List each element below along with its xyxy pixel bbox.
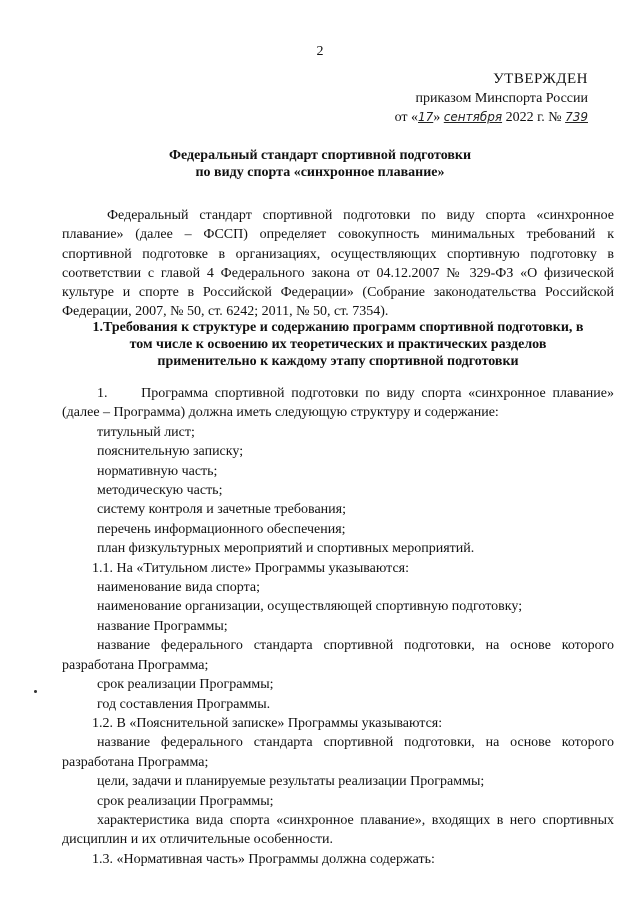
list-item: срок реализации Программы; (97, 793, 274, 809)
intro-paragraph: Федеральный стандарт спортивной подготовки по виду спорта «синхронное плавание» (далее – ФССП) определяет совокупность минимальных требований к спортивной подготовке в организациях, осуществляющих спортивную подготовку в соответствии с главой 4 Федерального закона от 04.12.2007 № 329-ФЗ «О физической культуре и спорте в Российской Федерации» (Собрание законодательства Российской Федерации, 2007, № 50, ст. 6242; 2011, № 50, ст. 7354). (62, 208, 614, 320)
list-item: наименование вида спорта; (97, 580, 260, 596)
section-title (62, 319, 614, 370)
list-item: название федерального стандарта спортивной подготовки, на основе которого разработана Программа; (62, 735, 614, 770)
list-item: перечень информационного обеспечения; (97, 521, 346, 537)
item-1 (62, 384, 614, 423)
item-1-2-heading: 1.2. В «Пояснительной записке» Программы указываются: (92, 715, 443, 731)
document-title (60, 147, 580, 181)
page-number: 2 (316, 44, 324, 59)
section-title-line1: 1.Требования к структуре и содержанию программ спортивной подготовки, в (92, 320, 584, 335)
list-item: название федерального стандарта спортивной подготовки, на основе которого разработана Программа; (62, 638, 614, 673)
list-item: название Программы; (97, 618, 228, 634)
approval-block (348, 70, 588, 127)
list-item: цели, задачи и планируемые результаты реализации Программы; (97, 774, 485, 790)
list-item: характеристика вида спорта «синхронное плавание», входящих в него спортивных дисциплин и их отличительные особенности. (62, 812, 614, 848)
approval-number: 739 (565, 110, 588, 124)
list-item: нормативную часть; (97, 463, 218, 479)
scan-speck (34, 690, 37, 693)
approval-from: от « (394, 110, 418, 125)
approval-quote: » (433, 110, 441, 125)
item-1-1-heading: 1.1. На «Титульном листе» Программы указываются: (92, 560, 409, 576)
list-item: план физкультурных мероприятий и спортивных мероприятий. (97, 541, 475, 557)
section-title-line2: том числе к освоению их теоретических и практических разделов (129, 337, 547, 352)
list-item: систему контроля и зачетные требования; (97, 502, 346, 518)
approval-order: приказом Минспорта России (415, 91, 588, 106)
list-item: титульный лист; (97, 424, 195, 440)
list-item: срок реализации Программы; (97, 677, 274, 693)
document-body (62, 384, 614, 869)
item-1-number: 1. (97, 386, 108, 401)
list-item: методическую часть; (97, 483, 223, 499)
list-item: пояснительную записку; (97, 444, 244, 460)
item-1-text: Программа спортивной подготовки по виду спорта «синхронное плавание» (далее – Программа) должна иметь следующую структуру и содержание: (62, 386, 614, 421)
approval-year: 2022 г. № (505, 110, 562, 125)
document-title-line2: по виду спорта «синхронное плавание» (195, 165, 445, 180)
approval-day: 17 (418, 110, 434, 124)
approval-date-line (348, 108, 588, 127)
document-title-line1: Федеральный стандарт спортивной подготовки (168, 148, 472, 163)
list-item: год составления Программы. (97, 696, 271, 712)
section-title-line3: применительно к каждому этапу спортивной подготовки (157, 354, 519, 369)
list-item: наименование организации, осуществляющей спортивную подготовку; (97, 599, 523, 615)
approval-month: сентября (443, 110, 503, 124)
item-1-3-heading: 1.3. «Нормативная часть» Программы должна содержать: (92, 851, 435, 867)
approval-title: УТВЕРЖДЕН (493, 71, 588, 87)
